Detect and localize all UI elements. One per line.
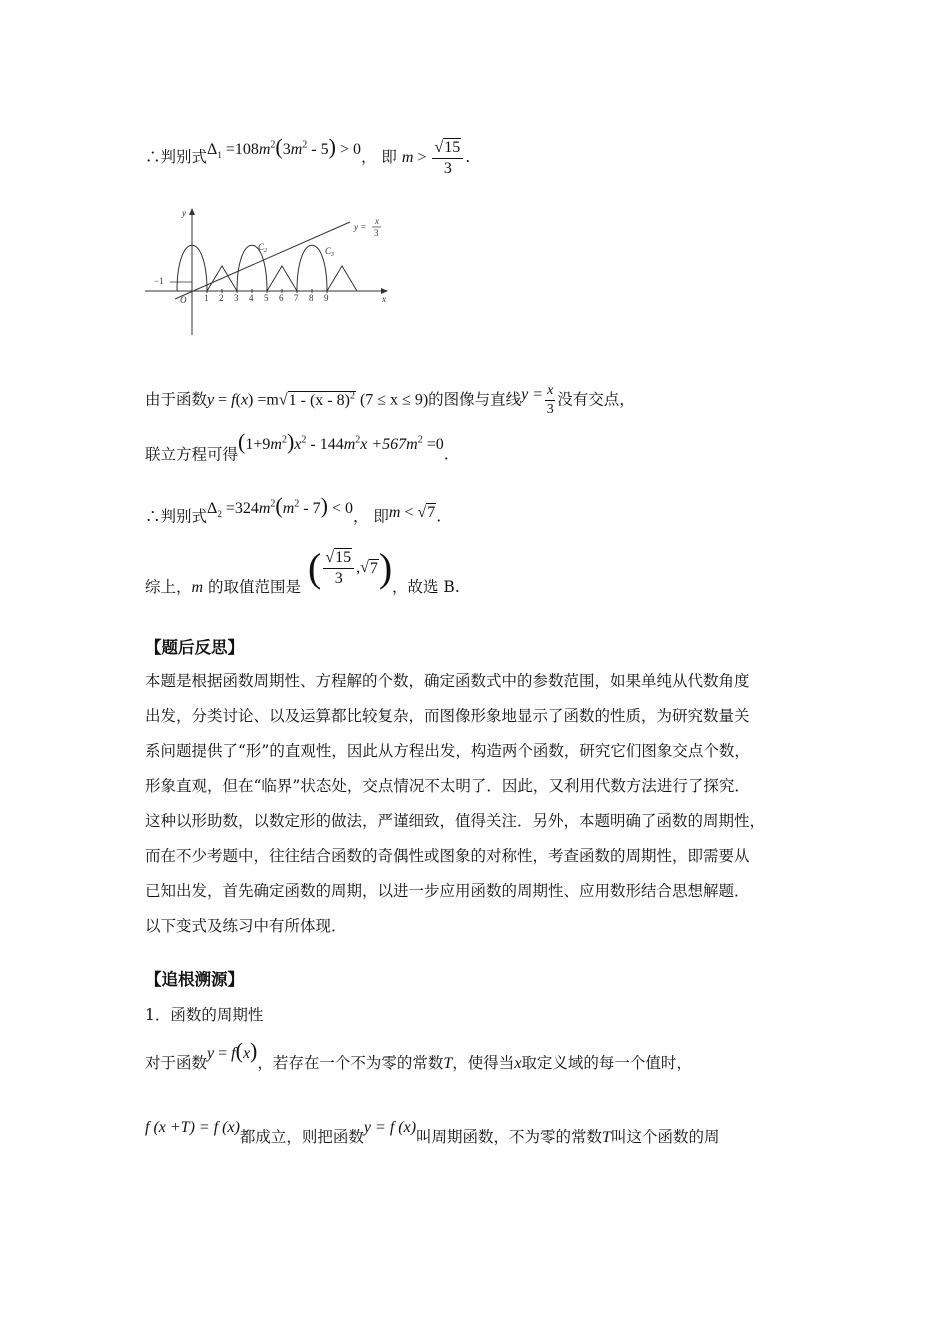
- m-gt-fraction: m > $\frac{√15}{3}$: [402, 149, 465, 166]
- definition-line-1: 对于函数y = f(x)，若存在一个不为零的常数T，使得当x取定义域的每一个值时，: [145, 1038, 692, 1072]
- svg-text:2: 2: [219, 293, 224, 303]
- svg-text:6: 6: [279, 293, 284, 303]
- svg-text:8: 8: [309, 293, 314, 303]
- svg-text:4: 4: [249, 293, 254, 303]
- origin-label: O: [180, 295, 187, 305]
- svg-text:7: 7: [294, 293, 299, 303]
- function-graph-figure: [140, 200, 400, 340]
- discriminant-line-2: ∴判别式$\Delta_2 =324m^2(m^2 - 7) < 0$， 即m < √7.: [145, 493, 442, 526]
- svg-text:1: 1: [204, 293, 209, 303]
- range-interval: ( $\frac{√15}{3}$ , √ 7 ): [308, 545, 393, 590]
- reflection-title: 【题后反思】: [145, 638, 244, 657]
- line-label-num: x: [375, 216, 379, 226]
- arc-c3: [297, 245, 327, 291]
- y-axis-arrow-icon: [189, 208, 195, 215]
- triangle-2: [267, 266, 297, 291]
- trace-title: 【追根溯源】: [145, 970, 244, 989]
- svg-text:3: 3: [234, 293, 239, 303]
- line-label-den: 3: [374, 228, 379, 238]
- c2-label: $C_2$: [258, 242, 268, 254]
- triangle-3: [327, 266, 357, 291]
- neg-one-label: −1: [154, 276, 164, 286]
- arc-c2: [237, 245, 267, 291]
- c3-label: $C_3$: [325, 246, 335, 258]
- equation-line: 联立方程可得$(1+9m^2)x^2 - 144m^2x +567m^2 =0$.: [145, 429, 449, 464]
- definition-line-2: f (x +T) = f (x)都成立，则把函数y = f (x)叫周期函数，不为零的常数T叫这个函数的周: [145, 1119, 720, 1146]
- trace-item-1: 1．函数的周期性: [145, 1006, 264, 1024]
- svg-text:9: 9: [324, 293, 329, 303]
- y-axis-label: y: [182, 208, 186, 218]
- line-label-y: y =: [354, 222, 367, 232]
- x-axis-label: x: [382, 294, 386, 304]
- function-line: 由于函数y = f(x) =m√1 - (x - 8)$^2$ (7 ≤ x ≤ 9)的图像与直线y = $\frac{x}{3}$ 没有交点，: [145, 383, 635, 417]
- range-conclusion-line: 综上，m 的取值范围是: [145, 578, 302, 596]
- reflection-body: 本题是根据函数周期性、方程解的个数，确定函数式中的参数范围，如果单纯从代数角度 出发，分类讨论、以及运算都比较复杂，而图像形象地显示了函数的性质，为研究数量关 系问题提供了“形”的直观性，因此从方程出发，构造两个函数，研究它们图象交点个数， 形象直观，但在“临界”状态处，交点情况不太明了．因此，又利用代数方法进行了探究． 这种以形助数，以数定形的做法，严谨细致，值得关注．另外，本题明确了函数的周期性， 而在不少考题中，往往结合函数的奇偶性或图象的对称性，考查函数的周期性，即需要从 已知出发，首先确定函数的周期，以进一步应用函数的周期性、应用数形结合思想解题． 以下变式及练习中有所体现．: [145, 672, 766, 935]
- discriminant-line-1: ∴判别式$\Delta_1 =108m^2(3m^2 - 5) > 0$， 即 m > $\frac{√15}{3}$ .: [145, 134, 471, 177]
- svg-text:5: 5: [264, 293, 269, 303]
- choice-b: ，故选 B.: [392, 578, 460, 596]
